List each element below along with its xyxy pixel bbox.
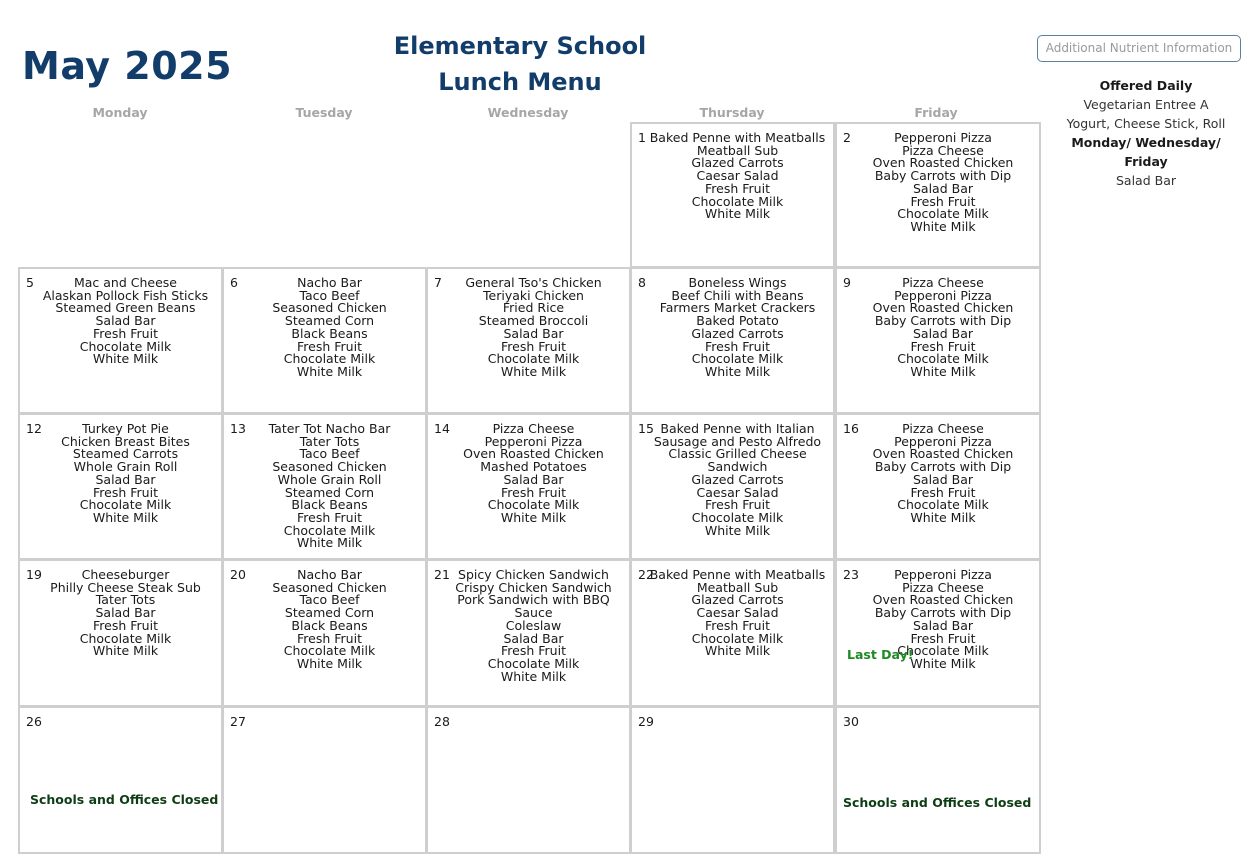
menu-item: White Milk: [704, 522, 771, 538]
day-number: 8: [638, 275, 646, 290]
menu-item: Whole Grain Roll: [73, 459, 178, 475]
nutrient-info-button[interactable]: Additional Nutrient Information: [1037, 35, 1241, 62]
menu-item-list: [20, 277, 221, 366]
menu-item: Fresh Fruit: [501, 338, 566, 354]
menu-item: White Milk: [910, 218, 976, 234]
menu-item-list: [428, 423, 629, 525]
menu-item: White Milk: [92, 351, 159, 367]
menu-item: Caesar Salad: [696, 168, 779, 184]
menu-item: Fresh Fruit: [93, 617, 158, 633]
menu-item: Baked Penne with Meatballs: [649, 567, 826, 582]
menu-item: Black Beans: [291, 617, 368, 633]
menu-item: Fresh Fruit: [297, 338, 362, 354]
menu-item: Chocolate Milk: [283, 522, 376, 538]
menu-item: Oven Roasted Chicken: [463, 446, 604, 462]
menu-item-list: [428, 569, 629, 683]
weekday-friday: Friday: [914, 105, 958, 120]
menu-item: White Milk: [910, 655, 976, 671]
menu-item: Crispy Chicken Sandwich: [455, 579, 612, 595]
day-cell: [222, 413, 427, 560]
weekday-tuesday: Tuesday: [295, 105, 353, 120]
menu-item: Taco Beef: [299, 592, 360, 608]
menu-item: Chocolate Milk: [691, 193, 784, 209]
menu-title-line2: Lunch Menu: [438, 68, 602, 96]
day-cell: [630, 706, 835, 854]
menu-item-list: [837, 132, 1039, 234]
menu-item: Chocolate Milk: [897, 206, 989, 222]
menu-item: Pizza Cheese: [902, 275, 984, 290]
menu-item: General Tso's Chicken: [465, 275, 602, 290]
menu-item: Baked Penne with Meatballs: [649, 130, 826, 145]
menu-item: Fresh Fruit: [910, 193, 976, 209]
menu-item: Salad Bar: [912, 180, 973, 196]
menu-item: Salad Bar: [95, 605, 156, 621]
menu-item: Pepperoni Pizza: [894, 287, 992, 303]
menu-item: Salad Bar: [912, 471, 973, 487]
menu-item: Pizza Cheese: [902, 142, 984, 158]
menu-item: Taco Beef: [299, 287, 360, 303]
menu-item-list: [224, 569, 425, 671]
menu-item: Pepperoni Pizza: [484, 433, 583, 449]
day-number: 27: [230, 714, 246, 729]
day-number: 23: [843, 567, 859, 582]
menu-item: Salad Bar: [912, 325, 973, 341]
menu-item: Nacho Bar: [297, 275, 362, 290]
mwf-item: Salad Bar: [1115, 173, 1176, 188]
menu-item: Fried Rice: [502, 300, 565, 316]
menu-item: Baked Penne with Italian Sausage and Pesto Alfredo: [653, 421, 822, 449]
day-cell: [426, 413, 631, 560]
menu-item: Salad Bar: [912, 617, 973, 633]
menu-item: Pepperoni Pizza: [894, 433, 992, 449]
menu-item: White Milk: [92, 643, 159, 659]
menu-item: Steamed Corn: [284, 484, 375, 500]
menu-item: Chicken Breast Bites: [61, 433, 190, 449]
weekday-header-row: [18, 104, 1040, 122]
menu-item: Seasoned Chicken: [272, 300, 387, 316]
menu-item: Meatball Sub: [696, 142, 779, 158]
menu-item-list: [632, 132, 833, 221]
menu-item: Turkey Pot Pie: [82, 421, 169, 436]
menu-item: White Milk: [296, 363, 363, 379]
day-number: 13: [230, 421, 246, 436]
menu-item: White Milk: [92, 509, 159, 525]
menu-item-list: [632, 569, 833, 658]
menu-item: Alaskan Pollock Fish Sticks: [42, 287, 209, 303]
day-number: 1: [638, 130, 646, 145]
menu-item: Salad Bar: [95, 471, 156, 487]
day-number: 22: [638, 567, 654, 582]
menu-item: Chocolate Milk: [691, 351, 784, 367]
day-number: 2: [843, 130, 851, 145]
day-number: 9: [843, 275, 851, 290]
menu-item: Pepperoni Pizza: [894, 130, 992, 145]
menu-item: Pork Sandwich with BBQ Sauce: [457, 592, 610, 621]
offered-item: Vegetarian Entree A: [1083, 97, 1209, 112]
menu-item: Baby Carrots with Dip: [874, 168, 1012, 184]
menu-item: Chocolate Milk: [897, 351, 989, 367]
menu-item: Fresh Fruit: [705, 617, 770, 633]
day-number: 12: [26, 421, 42, 436]
menu-title-line1: Elementary School: [393, 32, 647, 60]
menu-item: White Milk: [704, 363, 771, 379]
menu-item: White Milk: [910, 509, 976, 525]
menu-item: Chocolate Milk: [487, 351, 580, 367]
menu-item: Nacho Bar: [297, 567, 362, 582]
day-number: 29: [638, 714, 654, 729]
day-cell: [835, 413, 1041, 560]
day-number: 14: [434, 421, 450, 436]
menu-item: Seasoned Chicken: [272, 459, 387, 475]
day-cell: [18, 413, 223, 560]
menu-item: Classic Grilled Cheese Sandwich: [668, 446, 807, 475]
menu-item: Fresh Fruit: [501, 643, 566, 659]
day-number: 30: [843, 714, 859, 729]
menu-item: Steamed Carrots: [72, 446, 179, 462]
menu-item: Tater Tots: [95, 592, 156, 608]
menu-item: Chocolate Milk: [897, 643, 989, 659]
month-title: May 2025: [22, 44, 233, 88]
day-number: 28: [434, 714, 450, 729]
menu-item: Mac and Cheese: [73, 275, 177, 290]
weekday-thursday: Thursday: [699, 105, 765, 120]
weekday-wednesday: Wednesday: [487, 105, 569, 120]
menu-item: Philly Cheese Steak Sub: [50, 579, 201, 595]
day-number: 15: [638, 421, 654, 436]
menu-item: Fresh Fruit: [93, 484, 158, 500]
menu-item: Salad Bar: [503, 471, 564, 487]
menu-item: Chocolate Milk: [691, 630, 784, 646]
menu-item: Taco Beef: [299, 446, 360, 462]
menu-item: Spicy Chicken Sandwich: [458, 567, 609, 582]
menu-item: Baked Potato: [696, 313, 779, 329]
day-cell: [222, 559, 427, 707]
menu-item: Mashed Potatoes: [480, 459, 587, 475]
menu-item: Chocolate Milk: [283, 643, 376, 659]
menu-item-list: [632, 423, 833, 537]
menu-item: Chocolate Milk: [283, 351, 376, 367]
day-cell: [835, 559, 1041, 707]
menu-item: Salad Bar: [503, 325, 564, 341]
day-cell: [426, 267, 631, 414]
menu-item: Teriyaki Chicken: [483, 287, 584, 303]
day-cell: [835, 706, 1041, 854]
menu-item: White Milk: [500, 363, 567, 379]
menu-item-list: [224, 423, 425, 550]
day-number: 26: [26, 714, 42, 729]
menu-item: Oven Roasted Chicken: [872, 446, 1014, 462]
menu-item: Chocolate Milk: [79, 630, 172, 646]
menu-item: Farmers Market Crackers: [659, 300, 816, 316]
menu-item: Beef Chili with Beans: [671, 287, 804, 303]
menu-item: Salad Bar: [503, 630, 564, 646]
day-cell: [630, 122, 835, 268]
menu-item-list: [837, 423, 1039, 525]
menu-item: Oven Roasted Chicken: [872, 300, 1014, 316]
menu-item: White Milk: [704, 206, 771, 222]
menu-item: Boneless Wings: [688, 275, 787, 290]
day-cell: [426, 706, 631, 854]
menu-item: Baby Carrots with Dip: [874, 313, 1012, 329]
menu-item: Salad Bar: [95, 313, 156, 329]
offered-daily-label: Offered Daily: [1099, 78, 1193, 93]
menu-item: Glazed Carrots: [691, 325, 784, 341]
day-number: 19: [26, 567, 42, 582]
menu-item: Chocolate Milk: [897, 497, 989, 513]
menu-item: Fresh Fruit: [297, 509, 362, 525]
menu-item: Fresh Fruit: [705, 180, 770, 196]
menu-item-list: [632, 277, 833, 379]
day-cell: [630, 413, 835, 560]
day-cell: [18, 706, 223, 854]
menu-item: Whole Grain Roll: [277, 471, 382, 487]
menu-item: Caesar Salad: [696, 484, 779, 500]
menu-item: Glazed Carrots: [691, 592, 784, 608]
menu-item: Baby Carrots with Dip: [874, 459, 1012, 475]
menu-item: Steamed Broccoli: [478, 313, 589, 329]
menu-item: Coleslaw: [505, 617, 562, 633]
menu-item: Fresh Fruit: [705, 338, 770, 354]
menu-item: Oven Roasted Chicken: [872, 155, 1014, 171]
menu-item: Fresh Fruit: [705, 497, 770, 513]
menu-item: Steamed Green Beans: [55, 300, 196, 316]
menu-item: Tater Tot Nacho Bar: [268, 421, 391, 436]
day-number: 16: [843, 421, 859, 436]
offered-item: Yogurt, Cheese Stick, Roll: [1066, 116, 1226, 131]
menu-item-list: [20, 423, 221, 525]
day-cell: [18, 559, 223, 707]
day-cell: [426, 559, 631, 707]
menu-item: Chocolate Milk: [691, 509, 784, 525]
closed-note: Schools and Offices Closed: [30, 792, 219, 807]
menu-item: Pepperoni Pizza: [894, 567, 992, 582]
menu-item: Glazed Carrots: [691, 471, 784, 487]
menu-item: Chocolate Milk: [79, 497, 172, 513]
menu-item-list: [20, 569, 221, 658]
menu-item: Caesar Salad: [696, 605, 779, 621]
menu-item: White Milk: [704, 643, 771, 659]
last-day-note: Last Day!: [847, 647, 914, 662]
day-cell: [835, 122, 1041, 268]
closed-note: Schools and Offices Closed: [843, 795, 1032, 810]
menu-item-list: [428, 277, 629, 379]
menu-item: Cheeseburger: [81, 567, 170, 582]
menu-item: Fresh Fruit: [910, 630, 976, 646]
mwf-label: Monday/ Wednesday/ Friday: [1071, 135, 1221, 169]
day-number: 6: [230, 275, 238, 290]
menu-title: [388, 28, 652, 100]
day-number: 7: [434, 275, 442, 290]
day-cell: [222, 706, 427, 854]
menu-item: Fresh Fruit: [501, 484, 566, 500]
menu-item: Fresh Fruit: [910, 484, 976, 500]
day-number: 5: [26, 275, 34, 290]
weekday-monday: Monday: [92, 105, 148, 120]
menu-item: Chocolate Milk: [79, 338, 172, 354]
day-number: 20: [230, 567, 246, 582]
menu-item: Chocolate Milk: [487, 497, 580, 513]
menu-item: Pizza Cheese: [492, 421, 575, 436]
day-cell: [18, 267, 223, 414]
day-cell: [630, 267, 835, 414]
day-number: 21: [434, 567, 450, 582]
menu-item: Black Beans: [291, 497, 368, 513]
day-cell: [222, 267, 427, 414]
menu-item: Oven Roasted Chicken: [872, 592, 1014, 608]
menu-item: White Milk: [296, 655, 363, 671]
menu-item: Pizza Cheese: [902, 579, 984, 595]
menu-item: White Milk: [500, 509, 567, 525]
day-cell: [630, 559, 835, 707]
menu-item: White Milk: [910, 363, 976, 379]
menu-item: Seasoned Chicken: [272, 579, 387, 595]
offered-daily-panel: [1048, 76, 1244, 190]
menu-item: Pizza Cheese: [902, 421, 984, 436]
menu-item: Tater Tots: [299, 433, 360, 449]
menu-item: Fresh Fruit: [910, 338, 976, 354]
menu-item-list: [837, 277, 1039, 379]
menu-item: Steamed Corn: [284, 605, 375, 621]
menu-item: White Milk: [296, 535, 363, 551]
menu-item-list: [224, 277, 425, 379]
menu-item: Chocolate Milk: [487, 655, 580, 671]
menu-item: Glazed Carrots: [691, 155, 784, 171]
menu-item: Steamed Corn: [284, 313, 375, 329]
menu-item: Black Beans: [291, 325, 368, 341]
day-cell: [835, 267, 1041, 414]
menu-item: Baby Carrots with Dip: [874, 605, 1012, 621]
menu-item: Fresh Fruit: [93, 325, 158, 341]
menu-item: White Milk: [500, 668, 567, 684]
menu-item: Meatball Sub: [696, 579, 779, 595]
menu-item: Fresh Fruit: [297, 630, 362, 646]
